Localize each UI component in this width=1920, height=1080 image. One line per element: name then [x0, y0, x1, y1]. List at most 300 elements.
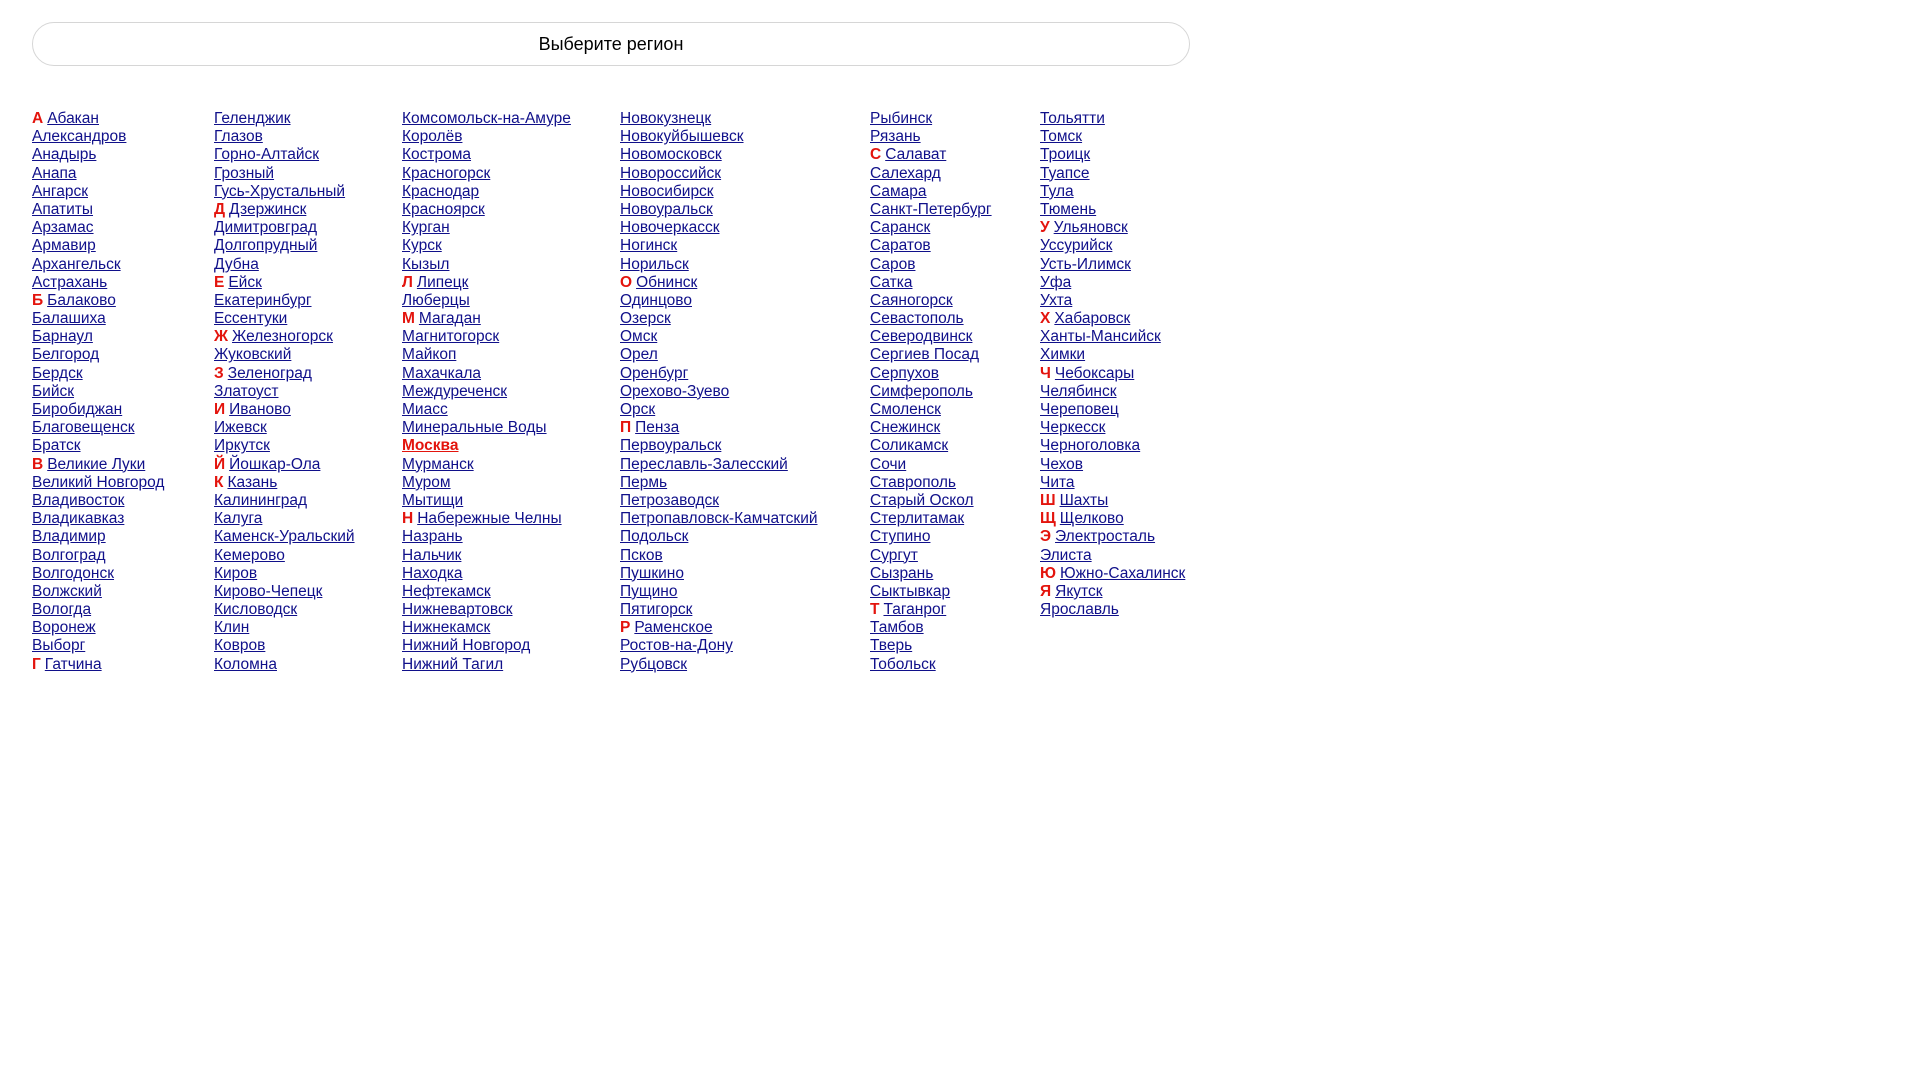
city-item	[620, 292, 870, 310]
city-link[interactable]: Екатеринбург	[214, 291, 312, 309]
city-item	[870, 328, 1040, 346]
city-link[interactable]: Рубцовск	[620, 655, 688, 673]
city-link[interactable]: Волгоград	[32, 546, 106, 564]
city-link[interactable]: Сочи	[870, 455, 907, 473]
city-link[interactable]: Владивосток	[32, 491, 125, 509]
city-item	[32, 656, 214, 674]
city-link[interactable]: Туапсе	[1040, 164, 1090, 182]
city-link[interactable]: Находка	[402, 564, 463, 582]
city-item	[1040, 383, 1210, 401]
city-item	[870, 165, 1040, 183]
city-item	[870, 274, 1040, 292]
city-link[interactable]: Каменск-Уральский	[214, 528, 355, 546]
city-link[interactable]: Ставрополь	[870, 473, 957, 491]
city-link[interactable]: Саяногорск	[870, 291, 953, 309]
city-link[interactable]: Тула	[1040, 182, 1074, 200]
city-link[interactable]: Кисловодск	[214, 601, 298, 619]
city-item	[214, 510, 402, 528]
city-item	[620, 128, 870, 146]
city-link[interactable]: Димитровград	[214, 219, 317, 237]
city-link[interactable]: Саратов	[870, 237, 931, 255]
alphabet-letter: П	[620, 419, 632, 437]
city-link[interactable]: Глазов	[214, 128, 263, 146]
city-link[interactable]: Горно-Алтайск	[214, 146, 320, 164]
city-link[interactable]: Дзержинск	[229, 200, 307, 218]
city-item	[620, 365, 870, 383]
city-link[interactable]: Черкесск	[1040, 419, 1106, 437]
city-link[interactable]: Новокуйбышевск	[620, 128, 744, 146]
city-link[interactable]: Ижевск	[214, 419, 267, 437]
city-item	[1040, 219, 1210, 237]
city-link[interactable]: Златоуст	[214, 382, 279, 400]
city-link[interactable]: Псков	[620, 546, 663, 564]
city-link[interactable]: Великие Луки	[47, 455, 146, 473]
city-item	[214, 583, 402, 601]
city-item	[402, 419, 620, 437]
city-link[interactable]: Раменское	[634, 619, 713, 637]
city-link[interactable]: Грозный	[214, 164, 275, 182]
city-link[interactable]: Александров	[32, 128, 127, 146]
city-link[interactable]: Орехово-Зуево	[620, 382, 730, 400]
city-item	[402, 292, 620, 310]
city-link[interactable]: Биробиджан	[32, 401, 123, 418]
city-item	[214, 547, 402, 565]
city-link[interactable]: Рязань	[870, 128, 921, 146]
city-item	[32, 619, 214, 637]
city-item	[870, 456, 1040, 474]
city-link[interactable]: Первоуральск	[620, 437, 722, 455]
city-item	[1040, 328, 1210, 346]
city-item	[620, 383, 870, 401]
city-link[interactable]: Жуковский	[214, 346, 292, 364]
city-link[interactable]: Астрахань	[32, 273, 108, 291]
alphabet-letter: Г	[32, 655, 41, 673]
city-item	[620, 401, 870, 419]
city-link[interactable]: Петропавловск-Камчатский	[620, 510, 818, 528]
city-link[interactable]: Сургут	[870, 546, 918, 564]
city-link[interactable]: Киров	[214, 564, 258, 582]
city-link[interactable]: Назрань	[402, 528, 463, 546]
city-link[interactable]: Сызрань	[870, 564, 934, 582]
alphabet-letter: Л	[402, 273, 413, 291]
city-link[interactable]: Чехов	[1040, 455, 1084, 473]
city-list	[32, 110, 1210, 674]
city-item	[870, 437, 1040, 455]
city-link[interactable]: Омск	[620, 328, 658, 346]
city-link[interactable]: Коломна	[214, 655, 277, 673]
city-link[interactable]: Железногорск	[232, 328, 333, 346]
city-item	[1040, 165, 1210, 183]
city-link[interactable]: Пушкино	[620, 564, 684, 582]
city-item	[32, 365, 214, 383]
city-item	[32, 237, 214, 255]
city-link[interactable]: Серпухов	[870, 364, 940, 382]
city-link[interactable]: Пермь	[620, 473, 668, 491]
city-link[interactable]: Магадан	[418, 310, 481, 328]
city-link[interactable]: Саранск	[870, 219, 931, 237]
city-link[interactable]: Ковров	[214, 637, 266, 655]
city-item	[402, 565, 620, 583]
city-link[interactable]: Махачкала	[402, 364, 482, 382]
city-item	[214, 474, 402, 492]
city-link[interactable]: Кемерово	[214, 546, 285, 564]
city-link[interactable]: Салават	[885, 146, 947, 164]
city-item	[870, 656, 1040, 674]
city-item	[214, 456, 402, 474]
city-link[interactable]: Переславль-Залесский	[620, 455, 788, 473]
city-link[interactable]: Новоуральск	[620, 200, 713, 218]
alphabet-letter: А	[32, 110, 44, 127]
city-link[interactable]: Сыктывкар	[870, 582, 951, 600]
city-link[interactable]: Норильск	[620, 255, 689, 273]
city-link[interactable]: Минеральные Воды	[402, 419, 547, 437]
city-link[interactable]: Йошкар-Ола	[229, 455, 321, 473]
city-link[interactable]: Нижневартовск	[402, 601, 513, 619]
city-link[interactable]: Благовещенск	[32, 419, 135, 437]
city-item	[402, 456, 620, 474]
city-item	[620, 165, 870, 183]
city-item	[620, 419, 870, 437]
city-link[interactable]: Курган	[402, 219, 450, 237]
city-item	[214, 637, 402, 655]
city-link[interactable]: Вологда	[32, 601, 92, 619]
city-link[interactable]: Курск	[402, 237, 442, 255]
city-link[interactable]: Гусь-Хрустальный	[214, 182, 346, 200]
city-link[interactable]: Краснодар	[402, 182, 480, 200]
city-item	[1040, 201, 1210, 219]
city-item	[32, 565, 214, 583]
city-link[interactable]: Саров	[870, 255, 916, 273]
city-link[interactable]: Владимир	[32, 528, 106, 546]
city-item	[32, 201, 214, 219]
city-link[interactable]: Симферополь	[870, 382, 973, 400]
city-link[interactable]: Электросталь	[1055, 528, 1156, 546]
city-link[interactable]: Казань	[227, 473, 278, 491]
city-link[interactable]: Озерск	[620, 310, 671, 328]
city-link[interactable]: Набережные Челны	[417, 510, 562, 528]
city-link[interactable]: Самара	[870, 182, 927, 200]
alphabet-letter: Я	[1040, 582, 1052, 600]
city-link[interactable]: Бердск	[32, 364, 83, 382]
city-link[interactable]: Новосибирск	[620, 182, 714, 200]
city-link[interactable]: Сергиев Посад	[870, 346, 980, 364]
city-link[interactable]: Соликамск	[870, 437, 949, 455]
city-item	[402, 492, 620, 510]
city-item	[32, 528, 214, 546]
city-link[interactable]: Орел	[620, 346, 658, 364]
city-item	[620, 456, 870, 474]
city-item	[32, 256, 214, 274]
city-link[interactable]: Кызыл	[402, 255, 450, 273]
city-item	[214, 419, 402, 437]
city-item	[870, 201, 1040, 219]
city-item	[402, 183, 620, 201]
city-item	[620, 219, 870, 237]
alphabet-letter: Щ	[1040, 510, 1056, 528]
city-item	[620, 565, 870, 583]
city-item	[870, 474, 1040, 492]
city-link[interactable]: Черноголовка	[1040, 437, 1141, 455]
city-item	[32, 292, 214, 310]
city-link[interactable]: Владикавказ	[32, 510, 125, 528]
city-item	[620, 274, 870, 292]
city-link[interactable]: Новороссийск	[620, 164, 722, 182]
city-link[interactable]: Щелково	[1059, 510, 1124, 528]
city-link[interactable]: Чита	[1040, 473, 1075, 491]
city-item	[870, 128, 1040, 146]
city-link[interactable]: Ногинск	[620, 237, 678, 255]
city-column-3	[402, 110, 620, 674]
city-link[interactable]: Калуга	[214, 510, 263, 528]
city-item	[620, 437, 870, 455]
city-link[interactable]: Северодвинск	[870, 328, 973, 346]
city-link[interactable]: Якутск	[1055, 582, 1103, 600]
city-link[interactable]: Нижний Тагил	[402, 655, 504, 673]
city-link[interactable]: Клин	[214, 619, 250, 637]
city-link[interactable]: Нижнекамск	[402, 619, 491, 637]
city-item	[1040, 274, 1210, 292]
city-link[interactable]: Кирово-Чепецк	[214, 582, 323, 600]
city-link[interactable]: Орск	[620, 401, 656, 418]
city-link[interactable]: Красногорск	[402, 164, 491, 182]
city-link[interactable]: Новокузнецк	[620, 110, 712, 127]
city-link[interactable]: Пенза	[635, 419, 680, 437]
city-item	[402, 437, 620, 455]
city-link[interactable]: Таганрог	[883, 601, 947, 619]
city-link[interactable]: Иркутск	[214, 437, 270, 455]
city-link[interactable]: Междуреченск	[402, 382, 508, 400]
city-link[interactable]: Тольятти	[1040, 110, 1105, 127]
city-item	[402, 310, 620, 328]
city-link[interactable]: Иваново	[229, 401, 291, 418]
city-item	[32, 165, 214, 183]
city-item	[32, 346, 214, 364]
city-link[interactable]: Белгород	[32, 346, 100, 364]
city-link[interactable]: Тюмень	[1040, 200, 1097, 218]
city-item	[32, 601, 214, 619]
city-item	[214, 110, 402, 128]
city-link[interactable]: Химки	[1040, 346, 1086, 364]
city-item	[620, 346, 870, 364]
city-link[interactable]: Череповец	[1040, 401, 1119, 418]
city-item	[870, 292, 1040, 310]
city-link[interactable]: Зеленоград	[227, 364, 312, 382]
city-item	[214, 437, 402, 455]
city-item	[1040, 528, 1210, 546]
city-link[interactable]: Старый Оскол	[870, 491, 974, 509]
city-link[interactable]: Арзамас	[32, 219, 94, 237]
city-link[interactable]: Ульяновск	[1053, 219, 1128, 237]
city-link[interactable]: Челябинск	[1040, 382, 1117, 400]
city-link[interactable]: Мытищи	[402, 491, 464, 509]
city-item	[1040, 437, 1210, 455]
city-link[interactable]: Уфа	[1040, 273, 1072, 291]
city-link[interactable]: Ростов-на-Дону	[620, 637, 733, 655]
city-link[interactable]: Анапа	[32, 164, 77, 182]
city-link[interactable]: Нальчик	[402, 546, 462, 564]
alphabet-letter: Х	[1040, 310, 1051, 328]
city-item	[1040, 510, 1210, 528]
city-item	[32, 437, 214, 455]
city-link[interactable]: Воронеж	[32, 619, 96, 637]
alphabet-letter: О	[620, 273, 633, 291]
city-item	[214, 656, 402, 674]
city-link[interactable]: Братск	[32, 437, 81, 455]
city-link[interactable]: Обнинск	[636, 273, 698, 291]
city-link[interactable]: Тобольск	[870, 655, 936, 673]
city-link[interactable]: Подольск	[620, 528, 689, 546]
city-link[interactable]: Новомосковск	[620, 146, 722, 164]
city-link[interactable]: Ангарск	[32, 182, 88, 200]
alphabet-letter: И	[214, 401, 226, 418]
city-link[interactable]: Смоленск	[870, 401, 941, 418]
city-item	[620, 310, 870, 328]
city-link[interactable]: Комсомольск-на-Амуре	[402, 110, 571, 127]
city-link[interactable]: Великий Новгород	[32, 473, 165, 491]
city-item	[402, 510, 620, 528]
city-link[interactable]: Оренбург	[620, 364, 689, 382]
city-link[interactable]: Люберцы	[402, 291, 470, 309]
city-item	[214, 492, 402, 510]
city-item	[870, 183, 1040, 201]
region-select-header	[32, 22, 1190, 66]
alphabet-letter: Ж	[214, 328, 229, 346]
city-link[interactable]: Анадырь	[32, 146, 97, 164]
city-item	[32, 583, 214, 601]
city-item	[870, 528, 1040, 546]
city-link[interactable]: Геленджик	[214, 110, 291, 127]
city-link[interactable]: Снежинск	[870, 419, 941, 437]
alphabet-letter: Ч	[1040, 364, 1051, 382]
city-item	[214, 528, 402, 546]
city-link[interactable]: Элиста	[1040, 546, 1092, 564]
city-link[interactable]: Шахты	[1059, 491, 1109, 509]
alphabet-letter: З	[214, 364, 224, 382]
city-item	[402, 474, 620, 492]
city-link[interactable]: Королёв	[402, 128, 463, 146]
alphabet-letter: Ю	[1040, 564, 1056, 582]
city-item	[214, 256, 402, 274]
city-link[interactable]: Красноярск	[402, 200, 485, 218]
city-link[interactable]: Салехард	[870, 164, 941, 182]
city-link[interactable]: Уссурийск	[1040, 237, 1113, 255]
city-link[interactable]: Чебоксары	[1054, 364, 1135, 382]
city-link[interactable]: Ханты-Мансийск	[1040, 328, 1161, 346]
city-item	[402, 201, 620, 219]
city-link[interactable]: Одинцово	[620, 291, 692, 309]
city-link[interactable]: Мурманск	[402, 455, 474, 473]
city-link[interactable]: Ейск	[228, 273, 262, 291]
city-link[interactable]: Ступино	[870, 528, 931, 546]
city-link[interactable]: Барнаул	[32, 328, 93, 346]
city-link[interactable]: Выборг	[32, 637, 86, 655]
city-link[interactable]: Севастополь	[870, 310, 964, 328]
city-item	[32, 183, 214, 201]
city-item	[870, 310, 1040, 328]
city-item	[620, 656, 870, 674]
city-link[interactable]: Бийск	[32, 382, 75, 400]
city-link[interactable]: Южно-Сахалинск	[1059, 564, 1186, 582]
city-link[interactable]: Усть-Илимск	[1040, 255, 1131, 273]
city-link[interactable]: Стерлитамак	[870, 510, 965, 528]
city-link[interactable]: Троицк	[1040, 146, 1091, 164]
city-link[interactable]: Ярославль	[1040, 601, 1119, 619]
city-link-selected[interactable]: Москва	[402, 437, 459, 455]
city-link[interactable]: Балаково	[47, 291, 116, 309]
city-link[interactable]: Пущино	[620, 582, 678, 600]
city-link[interactable]: Апатиты	[32, 200, 94, 218]
city-link[interactable]: Хабаровск	[1054, 310, 1131, 328]
city-link[interactable]: Ессентуки	[214, 310, 288, 328]
city-item	[1040, 492, 1210, 510]
alphabet-letter: В	[32, 455, 44, 473]
alphabet-letter: Д	[214, 200, 226, 218]
city-item	[32, 310, 214, 328]
city-item	[402, 401, 620, 419]
city-link[interactable]: Сатка	[870, 273, 913, 291]
city-item	[32, 128, 214, 146]
city-item	[32, 219, 214, 237]
city-link[interactable]: Тамбов	[870, 619, 924, 637]
city-link[interactable]: Архангельск	[32, 255, 121, 273]
city-item	[214, 601, 402, 619]
city-link[interactable]: Абакан	[47, 110, 99, 127]
city-item	[402, 619, 620, 637]
city-item	[870, 365, 1040, 383]
city-link[interactable]: Кострома	[402, 146, 472, 164]
city-link[interactable]: Долгопрудный	[214, 237, 318, 255]
city-link[interactable]: Санкт-Петербург	[870, 200, 992, 218]
city-link[interactable]: Ухта	[1040, 291, 1073, 309]
city-link[interactable]: Волгодонск	[32, 564, 115, 582]
city-link[interactable]: Муром	[402, 473, 451, 491]
city-item	[214, 274, 402, 292]
city-link[interactable]: Дубна	[214, 255, 259, 273]
city-item	[1040, 401, 1210, 419]
city-link[interactable]: Рыбинск	[870, 110, 933, 127]
city-item	[214, 219, 402, 237]
city-item	[214, 128, 402, 146]
city-item	[214, 237, 402, 255]
city-link[interactable]: Балашиха	[32, 310, 106, 328]
city-link[interactable]: Волжский	[32, 582, 102, 600]
city-item	[870, 256, 1040, 274]
city-link[interactable]: Армавир	[32, 237, 96, 255]
city-link[interactable]: Гатчина	[44, 655, 102, 673]
city-link[interactable]: Миасс	[402, 401, 448, 418]
city-link[interactable]: Нижний Новгород	[402, 637, 531, 655]
city-item	[870, 510, 1040, 528]
city-item	[620, 637, 870, 655]
city-item	[402, 110, 620, 128]
city-link[interactable]: Тверь	[870, 637, 913, 655]
city-link[interactable]: Майкоп	[402, 346, 457, 364]
city-link[interactable]: Пятигорск	[620, 601, 693, 619]
city-link[interactable]: Томск	[1040, 128, 1083, 146]
city-link[interactable]: Магнитогорск	[402, 328, 500, 346]
city-link[interactable]: Петрозаводск	[620, 491, 720, 509]
city-item	[402, 656, 620, 674]
city-item	[32, 419, 214, 437]
city-link[interactable]: Новочеркасск	[620, 219, 720, 237]
city-link[interactable]: Калининград	[214, 491, 308, 509]
city-item	[870, 110, 1040, 128]
city-item	[870, 419, 1040, 437]
city-item	[1040, 565, 1210, 583]
city-item	[620, 474, 870, 492]
city-link[interactable]: Нефтекамск	[402, 582, 491, 600]
city-link[interactable]: Липецк	[416, 273, 469, 291]
